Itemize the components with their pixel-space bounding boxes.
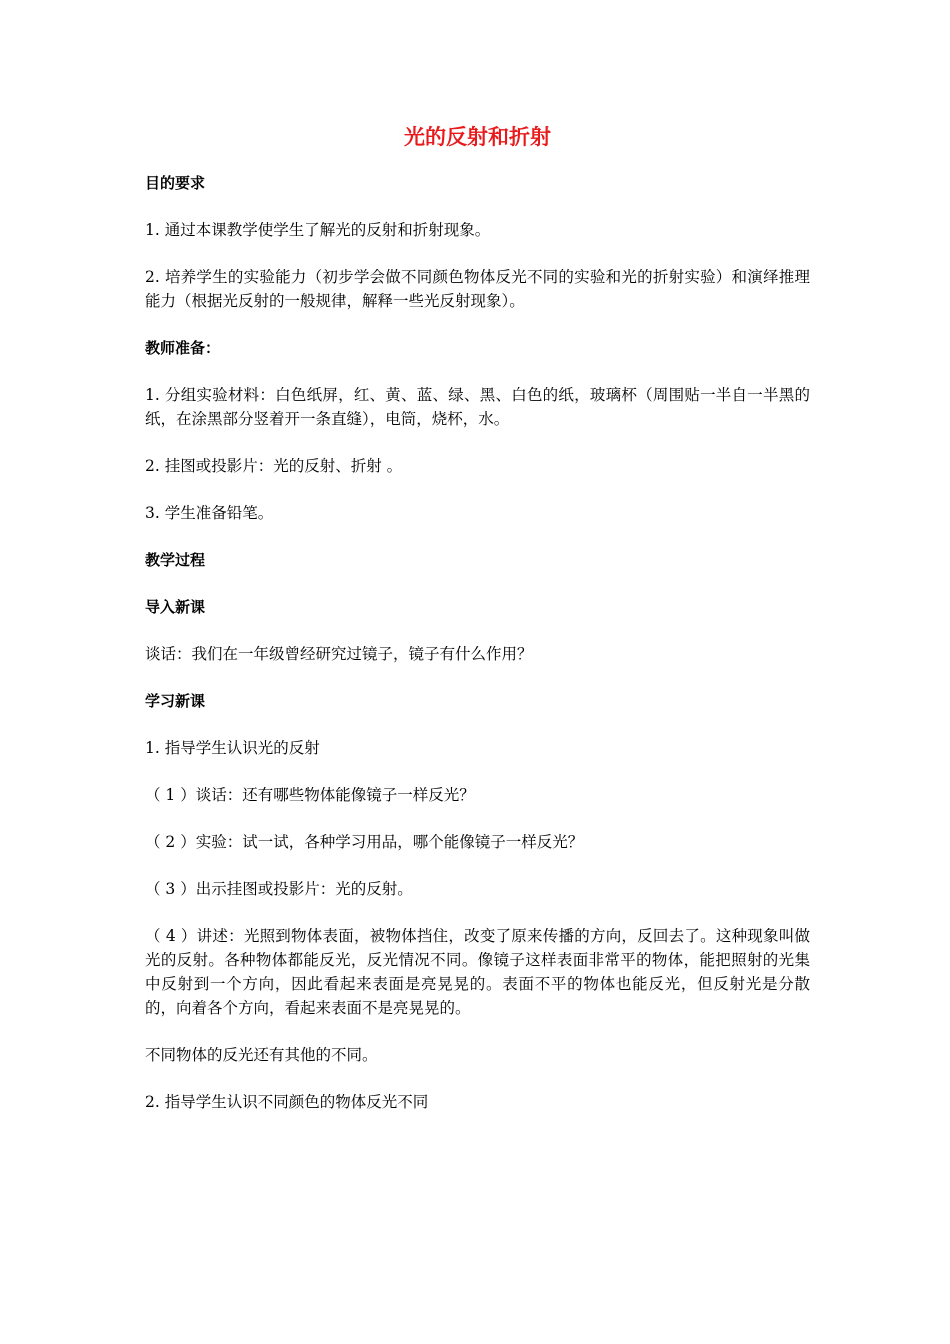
- paragraph: 3. 学生准备铅笔。: [145, 504, 274, 522]
- heading-objectives: 目的要求: [145, 174, 206, 192]
- heading-teacher-preparation: 教师准备：: [145, 339, 221, 357]
- paragraph: （ 4 ）讲述：光照到物体表面，被物体挡住，改变了原来传播的方向，反回去了。这种现象叫做光的反射。各种物体都能反光，反光情况不同。像镜子这样表面非常平的物体，能把照射的光集中反射到一个方向，因此看起来表面是亮晃晃的。表面不平的物体也能反光，但反射光是分散的，向着各个方向，看起来表面不是亮晃晃的。: [145, 927, 810, 1017]
- paragraph: 2. 指导学生认识不同颜色的物体反光不同: [145, 1093, 429, 1111]
- paragraph: 1. 分组实验材料：白色纸屏，红、黄、蓝、绿、黑、白色的纸，玻璃杯（周围贴一半自一半黑的纸，在涂黑部分竖着开一条直缝），电筒，烧杯，水。: [145, 386, 810, 428]
- heading-new-lesson: 学习新课: [145, 692, 206, 710]
- paragraph: 1. 指导学生认识光的反射: [145, 739, 320, 757]
- document-body: [145, 122, 810, 1137]
- paragraph: 不同物体的反光还有其他的不同。: [145, 1046, 378, 1064]
- paragraph: （ 2 ）实验：试一试，各种学习用品，哪个能像镜子一样反光？: [145, 833, 584, 851]
- paragraph: 2. 挂图或投影片：光的反射、折射 。: [145, 457, 403, 475]
- document-title: 光的反射和折射: [404, 125, 551, 149]
- paragraph: 谈话：我们在一年级曾经研究过镜子，镜子有什么作用？: [145, 645, 533, 663]
- paragraph: 1. 通过本课教学使学生了解光的反射和折射现象。: [145, 221, 491, 239]
- paragraph: （ 3 ）出示挂图或投影片：光的反射。: [145, 880, 413, 898]
- paragraph: （ 1 ）谈话：还有哪些物体能像镜子一样反光？: [145, 786, 475, 804]
- heading-teaching-process: 教学过程: [145, 551, 206, 569]
- heading-introduction: 导入新课: [145, 598, 206, 616]
- paragraph: 2. 培养学生的实验能力（初步学会做不同颜色物体反光不同的实验和光的折射实验）和演绎推理能力（根据光反射的一般规律，解释一些光反射现象）。: [145, 268, 810, 310]
